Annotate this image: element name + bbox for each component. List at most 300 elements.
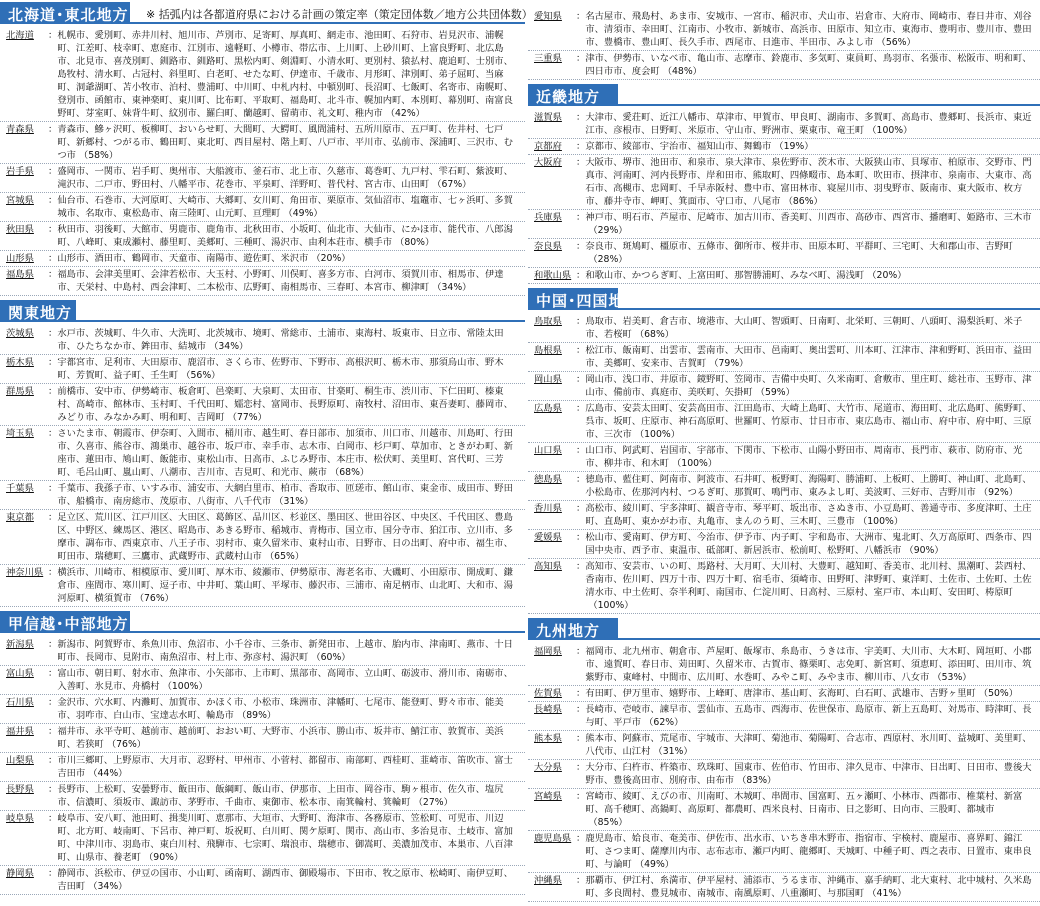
separator: ： bbox=[48, 784, 58, 795]
prefecture-row bbox=[0, 754, 525, 782]
prefecture-name: 大阪府 bbox=[534, 157, 562, 168]
prefecture-row bbox=[0, 29, 525, 122]
municipality-text: 徳島市、藍住町、阿南市、阿波市、石井町、板野町、海陽町、勝浦町、上板町、上勝町、神山町、北島町、小松島市、佐那河内村、つるぎ町、那賀町、鳴門市、東みよし町、美波町、三好市、吉野川市 bbox=[585, 474, 1032, 498]
prefecture-row bbox=[528, 732, 1040, 760]
municipality-list bbox=[57, 194, 525, 220]
rate-badge: （53%） bbox=[932, 672, 972, 683]
prefecture-name: 岐阜県 bbox=[6, 813, 34, 824]
prefecture-row bbox=[528, 703, 1040, 731]
rate-badge: （76%） bbox=[106, 739, 147, 750]
rate-badge: （100%） bbox=[634, 429, 680, 440]
separator: ： bbox=[48, 357, 58, 368]
separator: ： bbox=[576, 53, 586, 64]
rate-badge: （44%） bbox=[88, 768, 128, 779]
prefecture-name: 愛知県 bbox=[534, 11, 562, 22]
separator: ： bbox=[576, 445, 586, 456]
prefecture-row bbox=[528, 373, 1040, 401]
separator: ： bbox=[576, 141, 586, 152]
rate-badge: （56%） bbox=[876, 37, 916, 48]
rate-badge: （100%） bbox=[588, 600, 634, 611]
rate-badge: （19%） bbox=[774, 141, 814, 152]
prefecture-row bbox=[528, 531, 1040, 559]
prefecture-row bbox=[0, 123, 525, 164]
rate-badge: （49%） bbox=[634, 859, 675, 870]
prefecture-name: 北海道 bbox=[6, 30, 34, 41]
prefecture-row bbox=[528, 874, 1040, 902]
rate-badge: （90%） bbox=[904, 545, 944, 556]
prefecture-name: 香川県 bbox=[534, 503, 562, 514]
rate-badge: （79%） bbox=[709, 358, 749, 369]
rate-badge: （59%） bbox=[755, 387, 795, 398]
separator: ： bbox=[576, 316, 586, 327]
municipality-list bbox=[585, 761, 1040, 787]
separator: ： bbox=[48, 195, 58, 206]
municipality-text: 鳥取市、岩美町、倉吉市、境港市、大山町、智頭町、日南町、北栄町、三朝町、八頭町、湯梨浜町、米子市、若桜町 bbox=[585, 316, 1023, 340]
prefecture-name: 山形県 bbox=[6, 253, 34, 264]
municipality-text: 岐阜市、安八町、池田町、揖斐川町、恵那市、大垣市、大野町、海津市、各務原市、笠松町、可児市、川辺町、北方町、岐南町、下呂市、神戸町、坂祝町、白川町、関ケ原町、関市、高山市、多治見市、土岐市、富加町、中津川市、羽島市、東白川村、飛騨市、七宗町、瑞浪市、瑞穂市、御嵩町、美濃加茂市、本巣市、八百津町、山県市、養老町 bbox=[57, 813, 513, 863]
prefecture-row bbox=[0, 667, 525, 695]
rate-badge: （27%） bbox=[413, 797, 453, 808]
prefecture-row bbox=[528, 10, 1040, 51]
prefecture-row bbox=[528, 645, 1040, 686]
municipality-list bbox=[57, 638, 525, 664]
municipality-list bbox=[57, 566, 525, 605]
prefecture-row bbox=[0, 427, 525, 481]
prefecture-row bbox=[0, 725, 525, 753]
prefecture-name: 神奈川県 bbox=[6, 567, 44, 578]
municipality-text: 青森市、鰺ヶ沢町、板柳町、おいらせ町、大間町、大鰐町、風間浦村、五所川原市、五戸町、佐井村、七戸町、新郷村、つがる市、鶴田町、東北町、西目屋村、階上町、八戸市、平川市、弘前市、深浦町、三沢市、むつ市 bbox=[57, 124, 513, 161]
prefecture-row bbox=[0, 638, 525, 666]
prefecture-row bbox=[0, 327, 525, 355]
right-column bbox=[528, 0, 1040, 906]
separator: ： bbox=[576, 212, 586, 223]
separator: ： bbox=[48, 483, 58, 494]
municipality-list bbox=[585, 473, 1040, 499]
prefecture-name: 熊本県 bbox=[534, 733, 562, 744]
prefecture-row bbox=[528, 790, 1040, 831]
municipality-text: 山形市、酒田市、鶴岡市、天童市、南陽市、遊佐町、米沢市 bbox=[57, 253, 309, 264]
municipality-text: 長崎市、壱岐市、諫早市、雲仙市、五島市、西海市、佐世保市、島原市、新上五島町、対馬市、時津町、長与町、平戸市 bbox=[585, 704, 1032, 728]
municipality-text: 富山市、朝日町、射水市、魚津市、小矢部市、上市町、黒部市、高岡市、立山町、砺波市、滑川市、南砺市、入善町、氷見市、舟橋村 bbox=[57, 668, 513, 692]
prefecture-row bbox=[0, 223, 525, 251]
municipality-list bbox=[585, 211, 1040, 237]
separator: ： bbox=[48, 428, 58, 439]
rate-badge: （34%） bbox=[432, 282, 472, 293]
region-title: 関東地方 bbox=[8, 304, 73, 322]
municipality-text: 奈良市、斑鳩町、橿原市、五條市、御所市、桜井市、田原本町、平群町、三宅町、大和郡山市、吉野町 bbox=[585, 241, 1013, 252]
separator: ： bbox=[576, 345, 586, 356]
prefecture-name: 大分県 bbox=[534, 762, 562, 773]
separator: ： bbox=[48, 269, 58, 280]
prefecture-name: 宮城県 bbox=[6, 195, 34, 206]
prefecture-row bbox=[0, 385, 525, 426]
region-header-kanto bbox=[0, 300, 525, 322]
separator: ： bbox=[576, 241, 586, 252]
rate-badge: （62%） bbox=[644, 717, 684, 728]
municipality-list bbox=[585, 732, 1040, 758]
municipality-text: 鹿児島市、姶良市、奄美市、伊佐市、出水市、いちき串木野市、指宿市、宇検村、鹿屋市、喜界町、錦江町、さつま町、薩摩川内市、志布志市、瀬戸内町、龍郷町、天城町、中種子町、西之表市、日置市、東串良町、与論町 bbox=[585, 833, 1032, 870]
pref-list bbox=[528, 315, 1040, 614]
rate-badge: （48%） bbox=[662, 66, 702, 77]
separator: ： bbox=[576, 762, 586, 773]
separator: ： bbox=[48, 697, 58, 708]
separator: ： bbox=[576, 791, 586, 802]
municipality-list bbox=[585, 373, 1040, 399]
municipality-list bbox=[585, 560, 1040, 612]
separator: ： bbox=[576, 374, 586, 385]
prefecture-row bbox=[0, 268, 525, 296]
prefecture-row bbox=[528, 52, 1040, 80]
municipality-text: 松江市、飯南町、出雲市、雲南市、大田市、邑南町、奥出雲町、川本町、江津市、津和野町、浜田市、益田市、美郷町、安来市、吉賀町 bbox=[585, 345, 1032, 369]
pref-list bbox=[0, 29, 525, 296]
header-note: ※ 括弧内は各都道府県における計画の策定率（策定団体数／地方公共団体数） bbox=[146, 8, 533, 21]
separator: ： bbox=[576, 733, 586, 744]
prefecture-name: 長野県 bbox=[6, 784, 34, 795]
rate-badge: （29%） bbox=[588, 225, 628, 236]
prefecture-name: 宮崎県 bbox=[534, 791, 562, 802]
rate-badge: （58%） bbox=[78, 150, 119, 161]
rate-badge: （56%） bbox=[181, 370, 221, 381]
separator: ： bbox=[576, 646, 586, 657]
prefecture-row bbox=[0, 482, 525, 510]
rate-badge: （42%） bbox=[385, 108, 425, 119]
region-title: 九州地方 bbox=[536, 622, 601, 640]
separator: ： bbox=[48, 224, 58, 235]
prefecture-name: 埼玉県 bbox=[6, 428, 34, 439]
rate-badge: （100%） bbox=[867, 125, 913, 136]
municipality-list bbox=[57, 482, 525, 508]
municipality-text: 熊本市、阿蘇市、荒尾市、宇城市、大津町、菊池市、菊陽町、合志市、西原村、氷川町、益城町、美里町、八代市、山江村 bbox=[585, 733, 1032, 757]
municipality-list bbox=[585, 874, 1040, 900]
prefecture-row bbox=[528, 687, 1040, 702]
municipality-text: 仙台市、石巻市、大河原町、大崎市、大郷町、女川町、角田市、栗原市、気仙沼市、塩竈市、七ヶ浜町、多賀城市、名取市、東松島市、南三陸町、山元町、亘理町 bbox=[57, 195, 513, 219]
region-header-hokkaido-tohoku bbox=[0, 2, 533, 24]
municipality-list bbox=[57, 252, 525, 265]
separator: ： bbox=[48, 639, 58, 650]
rate-badge: （65%） bbox=[264, 551, 305, 562]
separator: ： bbox=[48, 124, 58, 135]
prefecture-name: 沖縄県 bbox=[534, 875, 562, 886]
prefecture-name: 群馬県 bbox=[6, 386, 34, 397]
prefecture-name: 静岡県 bbox=[6, 868, 34, 879]
separator: ： bbox=[576, 112, 586, 123]
municipality-list bbox=[585, 156, 1040, 208]
municipality-list bbox=[585, 269, 1040, 282]
municipality-text: 札幌市、愛別町、赤井川村、旭川市、芦別市、足寄町、厚真町、網走市、池田町、石狩市、岩見沢市、浦幌町、江差町、枝幸町、恵庭市、江別市、遠軽町、小樽市、帯広市、上川町、上砂川町、上富良野町、北広島市、北見市、喜茂別町、釧路市、釧路町、黒松内町、剣淵町、小清水町、更別村、猿払村、鹿追町、士別市、島牧村、清水町、占冠村、斜里町、白老町、せたな町、伊達市、千歳市、月形町、津別町、弟子屈町、当麻町、洞爺湖町、苫小牧市、泊村、豊浦町、中川町、中札内村、中頓別町、長沼町、七飯町、名寄市、南幌町、登別市、函館市、東神楽町、東川町、比布町、平取町、福島町、北斗市、幌加内町、本別町、幕別町、南富良野町、芽室町、妹背牛町、紋別市、羅臼町、蘭越町、留萌市、礼文町、稚内市 bbox=[57, 30, 513, 119]
municipality-text: 神戸市、明石市、芦屋市、尼崎市、加古川市、香美町、川西市、高砂市、西宮市、播磨町、姫路市、三木市 bbox=[585, 212, 1032, 223]
municipality-text: 長野市、上松町、安曇野市、飯田市、飯綱町、飯山市、伊那市、上田市、岡谷市、駒ヶ根市、佐久市、塩尻市、信濃町、須坂市、諏訪市、茅野市、千曲市、東御市、松本市、南箕輪村、箕輪町 bbox=[57, 784, 504, 808]
prefecture-name: 滋賀県 bbox=[534, 112, 562, 123]
pref-list bbox=[528, 645, 1040, 902]
municipality-list bbox=[57, 123, 525, 162]
municipality-list bbox=[57, 223, 525, 249]
municipality-text: 津市、伊勢市、いなべ市、亀山市、志摩市、鈴鹿市、多気町、東員町、鳥羽市、名張市、松阪市、明和町、四日市市、度会町 bbox=[585, 53, 1032, 77]
prefecture-row bbox=[0, 812, 525, 866]
separator: ： bbox=[576, 704, 586, 715]
municipality-list bbox=[585, 502, 1040, 528]
municipality-text: 高知市、安芸市、いの町、馬路村、大月町、大川村、大豊町、越知町、香美市、北川村、黒潮町、芸西村、香南市、佐川町、四万十市、四万十町、宿毛市、須崎市、田野町、津野町、東洋町、土佐市、土佐町、土佐清水市、中土佐町、奈半利町、南国市、仁淀川町、日高村、三原村、室戸市、本山町、安田町、梼原町 bbox=[585, 561, 1032, 598]
municipality-text: 千葉市、我孫子市、いすみ市、浦安市、大網白里市、柏市、香取市、匝瑳市、館山市、東金市、成田市、野田市、船橋市、南房総市、茂原市、八街市、八千代市 bbox=[57, 483, 513, 507]
prefecture-row bbox=[528, 560, 1040, 614]
municipality-list bbox=[57, 783, 525, 809]
prefecture-name: 京都府 bbox=[534, 141, 562, 152]
municipality-list bbox=[57, 427, 525, 479]
prefecture-row bbox=[0, 252, 525, 267]
prefecture-name: 東京都 bbox=[6, 512, 34, 523]
prefecture-name: 栃木県 bbox=[6, 357, 34, 368]
municipality-list bbox=[57, 812, 525, 864]
prefecture-name: 徳島県 bbox=[534, 474, 562, 485]
municipality-text: 静岡市、浜松市、伊豆の国市、小山町、函南町、湖西市、御殿場市、下田市、牧之原市、松崎町、南伊豆町、吉田町 bbox=[57, 868, 513, 892]
prefecture-row bbox=[0, 566, 525, 607]
prefecture-name: 富山県 bbox=[6, 668, 34, 679]
prefecture-row bbox=[528, 444, 1040, 472]
prefecture-name: 新潟県 bbox=[6, 639, 34, 650]
municipality-text: さいたま市、朝霞市、伊奈町、入間市、桶川市、越生町、春日部市、加須市、川口市、川越市、川島町、行田市、久喜市、熊谷市、鴻巣市、越谷市、坂戸市、幸手市、志木市、白岡市、杉戸町、草加市、ときがわ町、新座市、蓮田市、鳩山町、飯能市、東松山市、日高市、ふじみ野市、本庄市、松伏町、美里町、宮代町、三芳町、毛呂山町、嵐山町、八潮市、吉川市、吉見町、和光市、蕨市 bbox=[57, 428, 513, 478]
separator: ： bbox=[576, 688, 586, 699]
municipality-text: 大分市、臼杵市、杵築市、玖珠町、国東市、佐伯市、竹田市、津久見市、中津市、日出町、日田市、豊後大野市、豊後高田市、別府市、由布市 bbox=[585, 762, 1032, 786]
separator: ： bbox=[48, 868, 58, 879]
municipality-text: 高松市、綾川町、宇多津町、観音寺市、琴平町、坂出市、さぬき市、小豆島町、善通寺市、多度津町、土庄町、直島町、東かがわ市、丸亀市、まんのう町、三木町、三豊市 bbox=[585, 503, 1032, 527]
prefecture-row bbox=[528, 502, 1040, 530]
municipality-list bbox=[57, 165, 525, 191]
municipality-list bbox=[585, 344, 1040, 370]
separator: ： bbox=[48, 386, 58, 397]
separator: ： bbox=[48, 512, 58, 523]
municipality-list bbox=[57, 754, 525, 780]
prefecture-row bbox=[0, 194, 525, 222]
prefecture-name: 高知県 bbox=[534, 561, 562, 572]
rate-badge: （34%） bbox=[209, 341, 249, 352]
municipality-list bbox=[585, 240, 1040, 266]
prefecture-name: 福岡県 bbox=[534, 646, 562, 657]
region-title: 北海道･東北地方 bbox=[8, 6, 129, 24]
separator: ： bbox=[576, 11, 586, 22]
municipality-list bbox=[57, 29, 525, 120]
municipality-list bbox=[585, 703, 1040, 729]
rate-badge: （86%） bbox=[783, 196, 823, 207]
prefecture-name: 岩手県 bbox=[6, 166, 34, 177]
municipality-text: 水戸市、茨城町、牛久市、大洗町、北茨城市、境町、常総市、土浦市、東海村、坂東市、日立市、常陸太田市、ひたちなか市、鉾田市、結城市 bbox=[57, 328, 504, 352]
prefecture-row bbox=[528, 211, 1040, 239]
prefecture-row bbox=[0, 867, 525, 895]
municipality-text: 横浜市、川崎市、相模原市、愛川町、厚木市、綾瀬市、伊勢原市、海老名市、大磯町、小田原市、開成町、鎌倉市、座間市、寒川町、逗子市、中井町、葉山町、平塚市、藤沢市、三浦市、南足柄市、山北町、大和市、湯河原町、横須賀市 bbox=[57, 567, 513, 604]
municipality-list bbox=[57, 667, 525, 693]
municipality-list bbox=[57, 696, 525, 722]
municipality-list bbox=[57, 356, 525, 382]
prefecture-row bbox=[528, 111, 1040, 139]
prefecture-name: 茨城県 bbox=[6, 328, 34, 339]
municipality-text: 京都市、綾部市、宇治市、福知山市、舞鶴市 bbox=[585, 141, 772, 152]
region-title: 近畿地方 bbox=[536, 88, 601, 106]
prefecture-name: 愛媛県 bbox=[534, 532, 562, 543]
rate-badge: （68%） bbox=[329, 467, 370, 478]
separator: ： bbox=[576, 561, 586, 572]
municipality-list bbox=[585, 531, 1040, 557]
municipality-text: 福井市、永平寺町、越前市、越前町、おおい町、大野市、小浜市、勝山市、坂井市、鯖江市、敦賀市、美浜町、若狭町 bbox=[57, 726, 504, 750]
rate-badge: （100%） bbox=[857, 516, 904, 527]
separator: ： bbox=[576, 403, 586, 414]
municipality-list bbox=[585, 832, 1040, 871]
prefecture-row bbox=[528, 761, 1040, 789]
prefecture-name: 山口県 bbox=[534, 445, 562, 456]
municipality-text: 足立区、荒川区、江戸川区、大田区、葛飾区、品川区、杉並区、墨田区、世田谷区、中央区、千代田区、豊島区、中野区、練馬区、港区、昭島市、あきる野市、稲城市、青梅市、国立市、国分寺市、狛江市、立川市、多摩市、調布市、西東京市、八王子市、羽村市、東久留米市、東村山市、日野市、日の出町、府中市、福生市、町田市、瑞穂町、三鷹市、武蔵野市、武蔵村山市 bbox=[57, 512, 513, 562]
prefecture-row bbox=[528, 269, 1040, 284]
separator: ： bbox=[576, 474, 586, 485]
prefecture-row bbox=[0, 511, 525, 565]
separator: ： bbox=[576, 532, 586, 543]
municipality-list bbox=[585, 10, 1040, 49]
prefecture-name: 石川県 bbox=[6, 697, 34, 708]
prefecture-name: 千葉県 bbox=[6, 483, 34, 494]
municipality-list bbox=[585, 140, 1040, 153]
rate-badge: （90%） bbox=[144, 852, 184, 863]
rate-badge: （83%） bbox=[737, 775, 777, 786]
region-header-kinki bbox=[528, 84, 1040, 106]
municipality-text: 名古屋市、飛島村、あま市、安城市、一宮市、稲沢市、犬山市、岩倉市、大府市、岡崎市、春日井市、刈谷市、清須市、幸田町、江南市、小牧市、新城市、高浜市、田原市、知立市、東海市、豊明市、豊川市、豊田市、豊橋市、豊山町、長久手市、西尾市、日進市、半田市、みよし市 bbox=[585, 11, 1032, 48]
municipality-text: 前橋市、安中市、伊勢崎市、板倉町、邑楽町、大泉町、太田市、甘楽町、桐生市、渋川市、下仁田町、榛東村、高崎市、館林市、玉村町、千代田町、嬬恋村、富岡市、長野原町、南牧村、沼田市、東吾妻町、藤岡市、みどり市、みなかみ町、明和町、吉岡町 bbox=[57, 386, 513, 423]
rate-badge: （80%） bbox=[395, 237, 435, 248]
rate-badge: （100%） bbox=[672, 458, 718, 469]
region-header-koshinetsu-chubu bbox=[0, 611, 525, 633]
prefecture-row bbox=[528, 402, 1040, 443]
prefecture-name: 青森県 bbox=[6, 124, 34, 135]
municipality-list bbox=[585, 645, 1040, 684]
prefecture-name: 岡山県 bbox=[534, 374, 562, 385]
prefecture-row bbox=[528, 473, 1040, 501]
rate-badge: （34%） bbox=[88, 881, 128, 892]
rate-badge: （41%） bbox=[867, 888, 907, 899]
separator: ： bbox=[576, 875, 586, 886]
prefecture-name: 鳥取県 bbox=[534, 316, 562, 327]
municipality-text: 和歌山市、かつらぎ町、上富田町、那智勝浦町、みなべ町、湯浅町 bbox=[585, 270, 865, 281]
municipality-list bbox=[585, 111, 1040, 137]
municipality-text: 金沢市、穴水町、内灘町、加賀市、かほく市、小松市、珠洲市、津幡町、七尾市、能登町、野々市市、能美市、羽咋市、白山市、宝達志水町、輪島市 bbox=[57, 697, 504, 721]
rate-badge: （76%） bbox=[134, 593, 174, 604]
separator: ： bbox=[48, 755, 58, 766]
municipality-text: 那覇市、伊江村、糸満市、伊平屋村、浦添市、うるま市、沖縄市、嘉手納町、北大東村、北中城村、久米島町、多良間村、豊見城市、南城市、南風原町、八重瀬町、与那国町 bbox=[585, 875, 1032, 899]
rate-badge: （60%） bbox=[311, 652, 351, 663]
prefecture-row bbox=[528, 344, 1040, 372]
prefecture-name: 三重県 bbox=[534, 53, 562, 64]
municipality-list bbox=[57, 268, 525, 294]
region-header-kyushu bbox=[528, 618, 1040, 640]
municipality-list bbox=[585, 790, 1040, 829]
separator: ： bbox=[48, 253, 58, 264]
region-title: 甲信越･中部地方 bbox=[8, 615, 129, 633]
municipality-list bbox=[57, 725, 525, 751]
prefecture-row bbox=[0, 783, 525, 811]
prefecture-name: 兵庫県 bbox=[534, 212, 562, 223]
prefecture-row bbox=[528, 140, 1040, 155]
municipality-text: 市川三郷町、上野原市、大月市、忍野村、甲州市、小菅村、都留市、南部町、西桂町、韮崎市、笛吹市、富士吉田市 bbox=[57, 755, 513, 779]
rate-badge: （49%） bbox=[283, 208, 323, 219]
rate-badge: （28%） bbox=[588, 254, 628, 265]
prefecture-row bbox=[0, 165, 525, 193]
separator: ： bbox=[576, 157, 586, 168]
prefecture-name: 奈良県 bbox=[534, 241, 562, 252]
municipality-text: 松山市、愛南町、伊方町、今治市、伊予市、内子町、宇和島市、大洲市、鬼北町、久万高原町、西条市、四国中央市、西予市、東温市、砥部町、新居浜市、松前町、松野町、八幡浜市 bbox=[585, 532, 1032, 556]
municipality-list bbox=[585, 687, 1040, 700]
prefecture-name: 和歌山県 bbox=[534, 270, 572, 281]
separator: ： bbox=[48, 30, 58, 41]
rate-badge: （20%） bbox=[867, 270, 907, 281]
separator: ： bbox=[48, 567, 58, 578]
prefecture-name: 島根県 bbox=[534, 345, 562, 356]
separator: ： bbox=[48, 328, 58, 339]
prefecture-row bbox=[528, 315, 1040, 343]
prefecture-name: 広島県 bbox=[534, 403, 562, 414]
municipality-text: 大阪市、堺市、池田市、和泉市、泉大津市、泉佐野市、茨木市、大阪狭山市、貝塚市、柏原市、交野市、門真市、河南町、河内長野市、岸和田市、熊取町、四條畷市、島本町、吹田市、摂津市、泉南市、大東市、高石市、高槻市、忠岡町、千早赤阪村、豊中市、富田林市、寝屋川市、羽曳野市、阪南市、東大阪市、枚方市、藤井寺市、岬町、箕面市、守口市、八尾市 bbox=[585, 157, 1032, 207]
prefecture-name: 鹿児島県 bbox=[534, 833, 572, 844]
rate-badge: （31%） bbox=[653, 746, 693, 757]
separator: ： bbox=[576, 833, 586, 844]
rate-badge: （77%） bbox=[227, 412, 267, 423]
pref-list bbox=[0, 327, 525, 607]
region-header-chugoku-shikoku bbox=[528, 288, 1040, 310]
prefecture-row bbox=[528, 832, 1040, 873]
rate-badge: （31%） bbox=[274, 496, 314, 507]
municipality-text: 広島市、安芸太田町、安芸高田市、江田島市、大崎上島町、大竹市、尾道市、海田町、北広島町、熊野町、呉市、坂町、庄原市、神石高原町、世羅町、竹原市、廿日市市、東広島市、福山市、府中市、府中町、三原市、三次市 bbox=[585, 403, 1032, 440]
municipality-list bbox=[57, 867, 525, 893]
municipality-text: 盛岡市、一関市、岩手町、奥州市、大船渡市、釜石市、北上市、久慈市、葛巻町、九戸村、雫石町、紫波町、滝沢市、二戸市、野田村、八幡平市、花巻市、平泉町、洋野町、普代村、宮古市、山田町 bbox=[57, 166, 513, 190]
municipality-list bbox=[585, 52, 1040, 78]
rate-badge: （20%） bbox=[311, 253, 351, 264]
municipality-list bbox=[57, 385, 525, 424]
separator: ： bbox=[48, 726, 58, 737]
prefecture-name: 佐賀県 bbox=[534, 688, 562, 699]
prefecture-row bbox=[528, 240, 1040, 268]
prefecture-row bbox=[0, 696, 525, 724]
rate-badge: （67%） bbox=[432, 179, 472, 190]
municipality-list bbox=[57, 327, 525, 353]
municipality-text: 福岡市、北九州市、朝倉市、芦屋町、飯塚市、糸島市、うきは市、宇美町、大川市、大木町、岡垣町、小郡市、遠賀町、春日市、苅田町、久留米市、古賀市、篠栗町、志免町、新宮町、須恵町、添田町、田川市、筑紫野市、東峰村、中間市、広川町、水巻町、みやこ町、みやま市、柳川市、八女市 bbox=[585, 646, 1032, 683]
municipality-text: 有田町、伊万里市、嬉野市、上峰町、唐津市、基山町、玄海町、白石町、武雄市、吉野ヶ里町 bbox=[585, 688, 976, 699]
pref-list bbox=[0, 638, 525, 895]
region-title: 中国･四国地方 bbox=[536, 292, 641, 310]
prefecture-row bbox=[0, 356, 525, 384]
municipality-list bbox=[585, 444, 1040, 470]
municipality-list bbox=[585, 402, 1040, 441]
prefecture-name: 福井県 bbox=[6, 726, 34, 737]
municipality-text: 大津市、愛荘町、近江八幡市、草津市、甲賀市、甲良町、湖南市、多賀町、高島市、豊郷町、長浜市、東近江市、彦根市、日野町、米原市、守山市、野洲市、栗東市、竜王町 bbox=[585, 112, 1032, 136]
municipality-text: 岡山市、浅口市、井原市、鏡野町、笠岡市、吉備中央町、久米南町、倉敷市、里庄町、総社市、玉野市、津山市、備前市、真庭市、美咲町、矢掛町 bbox=[585, 374, 1032, 398]
prefecture-name: 長崎県 bbox=[534, 704, 562, 715]
rate-badge: （85%） bbox=[588, 817, 628, 828]
municipality-text: 宇都宮市、足利市、大田原市、鹿沼市、さくら市、佐野市、下野市、高根沢町、栃木市、那須烏山市、野木町、芳賀町、益子町、壬生町 bbox=[57, 357, 504, 381]
prefecture-name: 山梨県 bbox=[6, 755, 34, 766]
municipality-list bbox=[585, 315, 1040, 341]
separator: ： bbox=[48, 668, 58, 679]
municipality-list bbox=[57, 511, 525, 563]
rate-badge: （68%） bbox=[634, 329, 675, 340]
rate-badge: （92%） bbox=[978, 487, 1019, 498]
separator: ： bbox=[576, 270, 586, 281]
municipality-text: 宮崎市、綾町、えびの市、川南町、木城町、串間市、国富町、五ヶ瀬町、小林市、西都市、椎葉村、新富町、高千穂町、高鍋町、高原町、都農町、西米良村、日南市、日之影町、日向市、三股町、都城市 bbox=[585, 791, 1023, 815]
rate-badge: （89%） bbox=[236, 710, 277, 721]
municipality-text: 山口市、阿武町、岩国市、宇部市、下関市、下松市、山陽小野田市、周南市、長門市、萩市、防府市、光市、柳井市、和木町 bbox=[585, 445, 1023, 469]
separator: ： bbox=[48, 166, 58, 177]
municipality-text: 福島市、会津美里町、会津若松市、大玉村、小野町、川俣町、喜多方市、白河市、須賀川市、相馬市、伊達市、天栄村、中島村、西会津町、二本松市、広野町、南相馬市、三春町、本宮市、柳津町 bbox=[57, 269, 504, 293]
pref-list bbox=[528, 111, 1040, 284]
pref-list bbox=[528, 10, 1040, 80]
prefecture-name: 福島県 bbox=[6, 269, 34, 280]
municipality-text: 新潟市、阿賀野市、糸魚川市、魚沼市、小千谷市、三条市、新発田市、上越市、胎内市、津南町、燕市、十日町市、長岡市、見附市、南魚沼市、村上市、弥彦村、湯沢町 bbox=[57, 639, 513, 663]
rate-badge: （50%） bbox=[978, 688, 1019, 699]
prefecture-row bbox=[528, 156, 1040, 210]
prefecture-name: 秋田県 bbox=[6, 224, 34, 235]
separator: ： bbox=[48, 813, 58, 824]
